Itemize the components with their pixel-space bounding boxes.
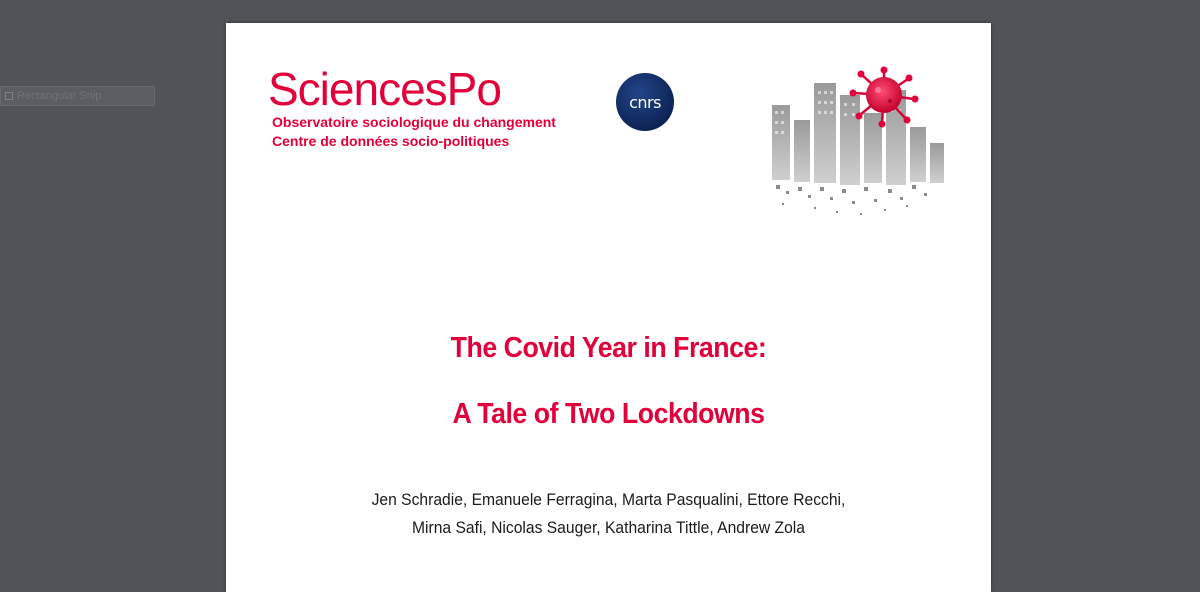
authors-line-1: Jen Schradie, Emanuele Ferragina, Marta Pasqualini, Ettore Recchi, (371, 490, 846, 509)
document-title-block (226, 328, 991, 434)
sciencespo-subtitle-1: Observatoire sociologique du changement (272, 114, 556, 130)
cnrs-logo (616, 73, 674, 131)
document-page (226, 23, 991, 592)
snip-label: Rectangular Snip (17, 90, 102, 102)
snip-icon (5, 92, 13, 100)
sciencespo-subtitle-2: Centre de données socio-politiques (272, 133, 510, 149)
sciencespo-logo (268, 65, 568, 151)
document-authors (257, 486, 961, 542)
sciencespo-brand: SciencesPo (268, 63, 501, 115)
city-virus-icon (764, 65, 949, 220)
document-title: The Covid Year in France: (450, 332, 767, 364)
document-subtitle: A Tale of Two Lockdowns (452, 398, 765, 430)
rectangular-snip-tool[interactable] (0, 86, 155, 106)
authors-line-2: Mirna Safi, Nicolas Sauger, Katharina Tittle, Andrew Zola (412, 518, 805, 537)
cnrs-logo-text: cnrs (629, 92, 661, 112)
